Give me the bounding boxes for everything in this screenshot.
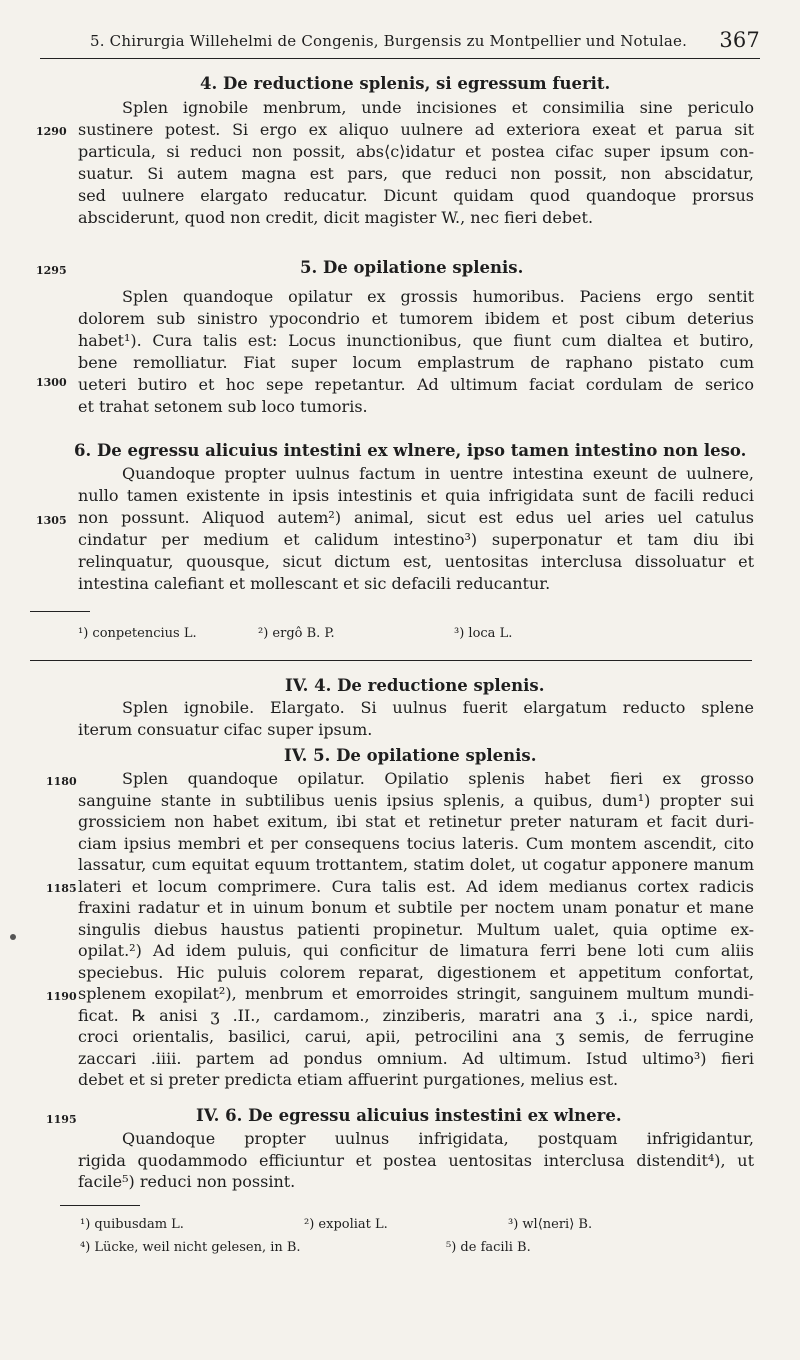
text-line: habet¹). Cura talis est: Locus inunctionibus, que fiunt cum dialtea et butiro, xyxy=(78,331,754,350)
footnote: ¹) conpetencius L. xyxy=(78,626,197,641)
running-head-title: 5. Chirurgia Willehelmi de Congenis, Burgensis zu Montpellier und Notulae. xyxy=(90,32,688,50)
footnote: ⁴) Lücke, weil nicht gelesen, in B. xyxy=(80,1240,301,1255)
text-line: splenem exopilat²), menbrum et emorroides stringit, sanguinem multum mundi- xyxy=(78,984,754,1003)
section-text xyxy=(78,286,754,418)
text-line: croci orientalis, basilici, carui, apii, petrocilini ana ʒ semis, de ferrugine xyxy=(78,1027,754,1046)
text-line: Quandoque propter uulnus infrigidata, postquam infrigidantur, xyxy=(122,1129,754,1148)
line-number: 1195 xyxy=(46,1113,77,1126)
text-line: opilat.²) Ad idem puluis, qui conficitur de limatura ferri bene loti cum aliis xyxy=(78,941,754,960)
footnote-rule xyxy=(30,611,90,612)
text-line: intestina calefiant et mollescant et sic defacili reducantur. xyxy=(78,574,551,593)
text-line: nullo tamen existente in ipsis intestinis et quia infrigidata sunt de facili reduci xyxy=(78,486,754,505)
text-line: rigida quodammodo efficiuntur et postea uentositas interclusa distendit⁴), ut xyxy=(78,1150,754,1170)
text-line: particula, si reduci non possit, abs⟨c⟩idatur et postea cifac super ipsum con- xyxy=(78,142,754,161)
text-line: Splen ignobile. Elargato. Si uulnus fuerit elargatum reducto splene xyxy=(122,698,754,717)
section-heading: IV. 6. De egressu alicuius instestini ex wlnere. xyxy=(196,1106,622,1125)
footnote: ⁵) de facili B. xyxy=(446,1240,531,1255)
text-line: absciderunt, quod non credit, dicit magister W., nec fieri debet. xyxy=(78,208,594,227)
text-line: Splen quandoque opilatur. Opilatio splenis habet fieri ex grosso xyxy=(122,769,754,788)
text-line: ciam ipsius membri et per consequens tocius lateris. Cum montem ascendit, cito xyxy=(78,833,754,853)
section-text xyxy=(78,1128,754,1193)
section-text xyxy=(78,97,754,229)
footnote: ²) ergô B. P. xyxy=(258,626,335,641)
text-line: sanguine stante in subtilibus uenis ipsius splenis, a quibus, dum¹) propter sui xyxy=(78,790,754,810)
text-line: debet et si preter predicta etiam affuerint purgationes, melius est. xyxy=(78,1070,619,1089)
text-line: grossiciem non habet exitum, ibi stat et retinetur preter naturam et facit duri- xyxy=(78,812,754,831)
text-line: sed uulnere elargato reducatur. Dicunt quidam quod quandoque prorsus xyxy=(78,186,754,205)
footnote: ³) wl⟨neri⟩ B. xyxy=(508,1217,593,1232)
text-line: singulis diebus haustus patienti propinetur. Multum ualet, quia optime ex- xyxy=(78,919,754,939)
footnote: ¹) quibusdam L. xyxy=(80,1217,184,1232)
footnote: ²) expoliat L. xyxy=(304,1217,388,1232)
divider-rule xyxy=(30,660,752,661)
footnote-rule xyxy=(60,1205,140,1206)
line-number: 1295 xyxy=(36,264,67,277)
running-head xyxy=(90,28,760,58)
margin-mark xyxy=(10,934,16,940)
line-number: 1305 xyxy=(36,514,67,527)
text-line: iterum consuatur cifac super ipsum. xyxy=(78,719,373,739)
section-heading: IV. 4. De reductione splenis. xyxy=(285,676,545,695)
footnote: ³) loca L. xyxy=(454,626,513,641)
text-line: speciebus. Hic puluis colorem reparat, digestionem et appetitum confortat, xyxy=(78,962,754,982)
text-line: zaccari .iiii. partem ad pondus omnium. Ad ultimum. Istud ultimo³) fieri xyxy=(78,1048,754,1068)
section-text xyxy=(78,697,754,740)
text-line: cindatur per medium et calidum intestino³) superponatur et tam diu ibi xyxy=(78,530,754,549)
page-number: 367 xyxy=(719,28,760,52)
text-line: fraxini radatur et in uinum bonum et subtile per noctem unam ponatur et mane xyxy=(78,898,754,917)
line-number: 1185 xyxy=(46,882,77,895)
line-number: 1290 xyxy=(36,125,67,138)
section-text xyxy=(78,768,754,1091)
text-line: dolorem sub sinistro ypocondrio et tumorem ibidem et post cibum deterius xyxy=(78,309,754,328)
section-text xyxy=(78,463,754,595)
text-line: sustinere potest. Si ergo ex aliquo uulnere ad exteriora exeat et parua sit xyxy=(78,120,754,139)
section-heading: IV. 5. De opilatione splenis. xyxy=(284,746,537,765)
text-line: non possunt. Aliquod autem²) animal, sicut est edus uel aries uel catulus xyxy=(78,508,754,527)
text-line: lateri et locum comprimere. Cura talis est. Ad idem medianus cortex radicis xyxy=(78,876,754,896)
text-line: Splen quandoque opilatur ex grossis humoribus. Paciens ergo sentit xyxy=(122,287,754,306)
text-line: ueteri butiro et hoc sepe repetantur. Ad ultimum faciat cordulam de serico xyxy=(78,375,754,394)
text-line: et trahat setonem sub loco tumoris. xyxy=(78,397,368,416)
text-line: suatur. Si autem magna est pars, que reduci non possit, non abscidatur, xyxy=(78,164,754,183)
section-heading: 5. De opilatione splenis. xyxy=(300,258,524,277)
text-line: Splen ignobile menbrum, unde incisiones et consimilia sine periculo xyxy=(122,98,754,117)
text-line: ficat. ℞ anisi ʒ .II., cardamom., zinziberis, maratri ana ʒ .i., spice nardi, xyxy=(78,1005,754,1025)
section-heading: 4. De reductione splenis, si egressum fuerit. xyxy=(200,74,611,93)
text-line: relinquatur, quousque, sicut dictum est, uentositas interclusa dissoluatur et xyxy=(78,552,754,571)
header-rule xyxy=(40,58,760,59)
text-line: Quandoque propter uulnus factum in uentre intestina exeunt de uulnere, xyxy=(122,464,754,483)
text-line: facile⁵) reduci non possint. xyxy=(78,1172,296,1191)
line-number: 1190 xyxy=(46,990,77,1003)
text-line: lassatur, cum equitat equum trottantem, statim dolet, ut cogatur apponere manum xyxy=(78,855,754,874)
text-line: bene remolliatur. Fiat super locum emplastrum de raphano pistato cum xyxy=(78,353,754,372)
section-heading: 6. De egressu alicuius intestini ex wlnere, ipso tamen intestino non leso. xyxy=(74,441,747,460)
line-number: 1300 xyxy=(36,376,67,389)
line-number: 1180 xyxy=(46,775,77,788)
